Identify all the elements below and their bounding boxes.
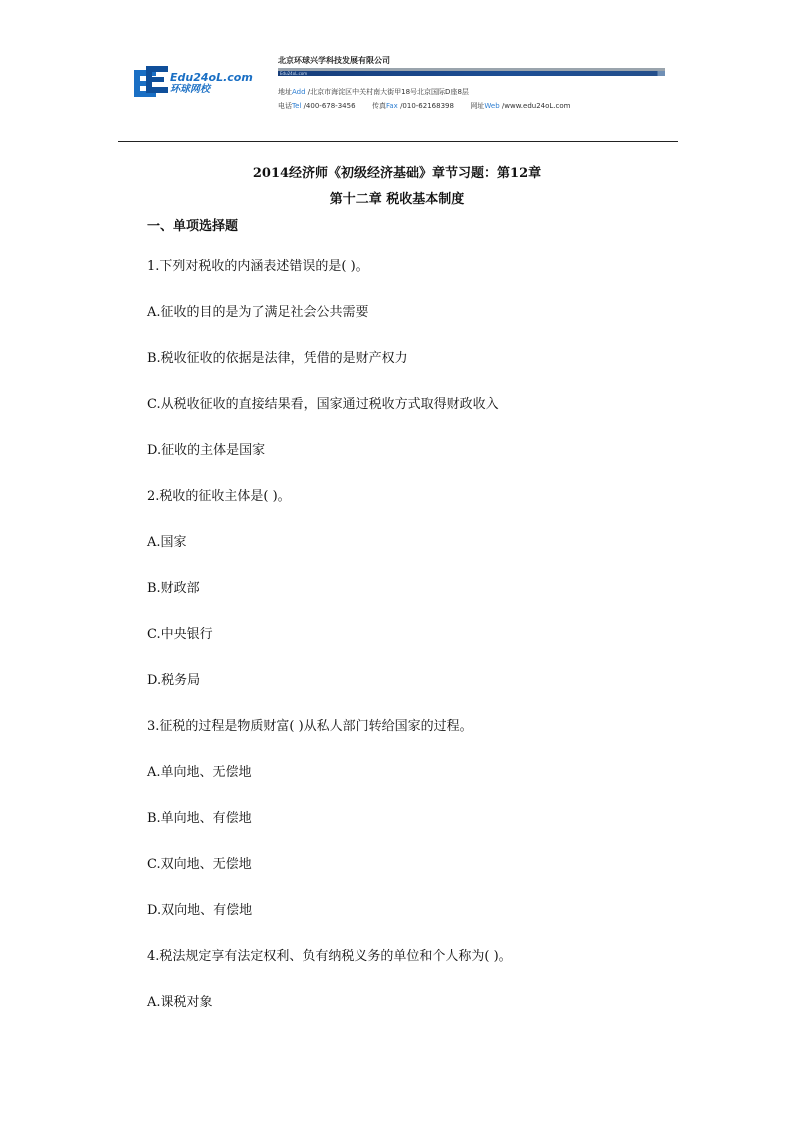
web-label-en: Web bbox=[484, 102, 500, 110]
option-1a: A.征收的目的是为了满足社会公共需要 bbox=[147, 305, 369, 320]
option-2a: A.国家 bbox=[147, 535, 187, 550]
address-label-en: Add bbox=[292, 88, 306, 96]
option-2d: D.税务局 bbox=[147, 673, 201, 688]
logo-chinese: 环球网校 bbox=[170, 84, 210, 95]
option-2c: C.中央银行 bbox=[147, 627, 213, 642]
option-2b: B.财政部 bbox=[147, 581, 200, 596]
option-3c: C.双向地、无偿地 bbox=[147, 857, 252, 872]
option-3b: B.单向地、有偿地 bbox=[147, 811, 252, 826]
question-4: 4.税法规定享有法定权利、负有纳税义务的单位和个人称为( )。 bbox=[147, 949, 512, 964]
web-link[interactable]: /www.edu24oL.com bbox=[501, 102, 571, 110]
company-logo bbox=[132, 64, 253, 104]
header-divider bbox=[118, 141, 678, 142]
web-label: 网址 bbox=[470, 102, 485, 110]
question-1: 1.下列对税收的内涵表述错误的是( )。 bbox=[147, 259, 369, 274]
tel-value: /400-678-3456 bbox=[303, 102, 356, 110]
chapter-title: 第十二章 税收基本制度 bbox=[329, 192, 465, 207]
address-label: 地址 bbox=[278, 88, 292, 96]
tel-label-en: Tel bbox=[292, 102, 302, 110]
tel-label: 电话 bbox=[278, 102, 292, 110]
header-band bbox=[278, 68, 665, 76]
fax-label: 传真 bbox=[372, 102, 386, 110]
company-name: 北京环球兴学科技发展有限公司 bbox=[278, 56, 390, 65]
contact-line bbox=[278, 102, 570, 110]
option-3d: D.双向地、有偿地 bbox=[147, 903, 253, 918]
address-line bbox=[278, 88, 469, 96]
option-1c: C.从税收征收的直接结果看，国家通过税收方式取得财政收入 bbox=[147, 397, 499, 412]
document-title: 2014经济师《初级经济基础》章节习题：第12章 bbox=[252, 166, 542, 181]
fax-label-en: Fax bbox=[386, 102, 398, 110]
logo-text bbox=[170, 72, 253, 96]
band-slogan: Edu24oL.com bbox=[280, 71, 308, 76]
band-blue-strip bbox=[278, 71, 665, 76]
logo-english: Edu24oL.com bbox=[170, 71, 253, 84]
option-3a: A.单向地、无偿地 bbox=[147, 765, 252, 780]
section-heading: 一、单项选择题 bbox=[147, 219, 239, 234]
option-1b: B.税收征收的依据是法律，凭借的是财产权力 bbox=[147, 351, 408, 366]
option-4a: A.课税对象 bbox=[147, 995, 213, 1010]
fax-value: /010-62168398 bbox=[400, 102, 454, 110]
option-1d: D.征收的主体是国家 bbox=[147, 443, 266, 458]
question-3: 3.征税的过程是物质财富( )从私人部门转给国家的过程。 bbox=[147, 719, 473, 734]
question-2: 2.税收的征收主体是( )。 bbox=[147, 489, 291, 504]
address-value: /北京市海淀区中关村南大街甲18号北京国际D座8层 bbox=[307, 88, 469, 96]
